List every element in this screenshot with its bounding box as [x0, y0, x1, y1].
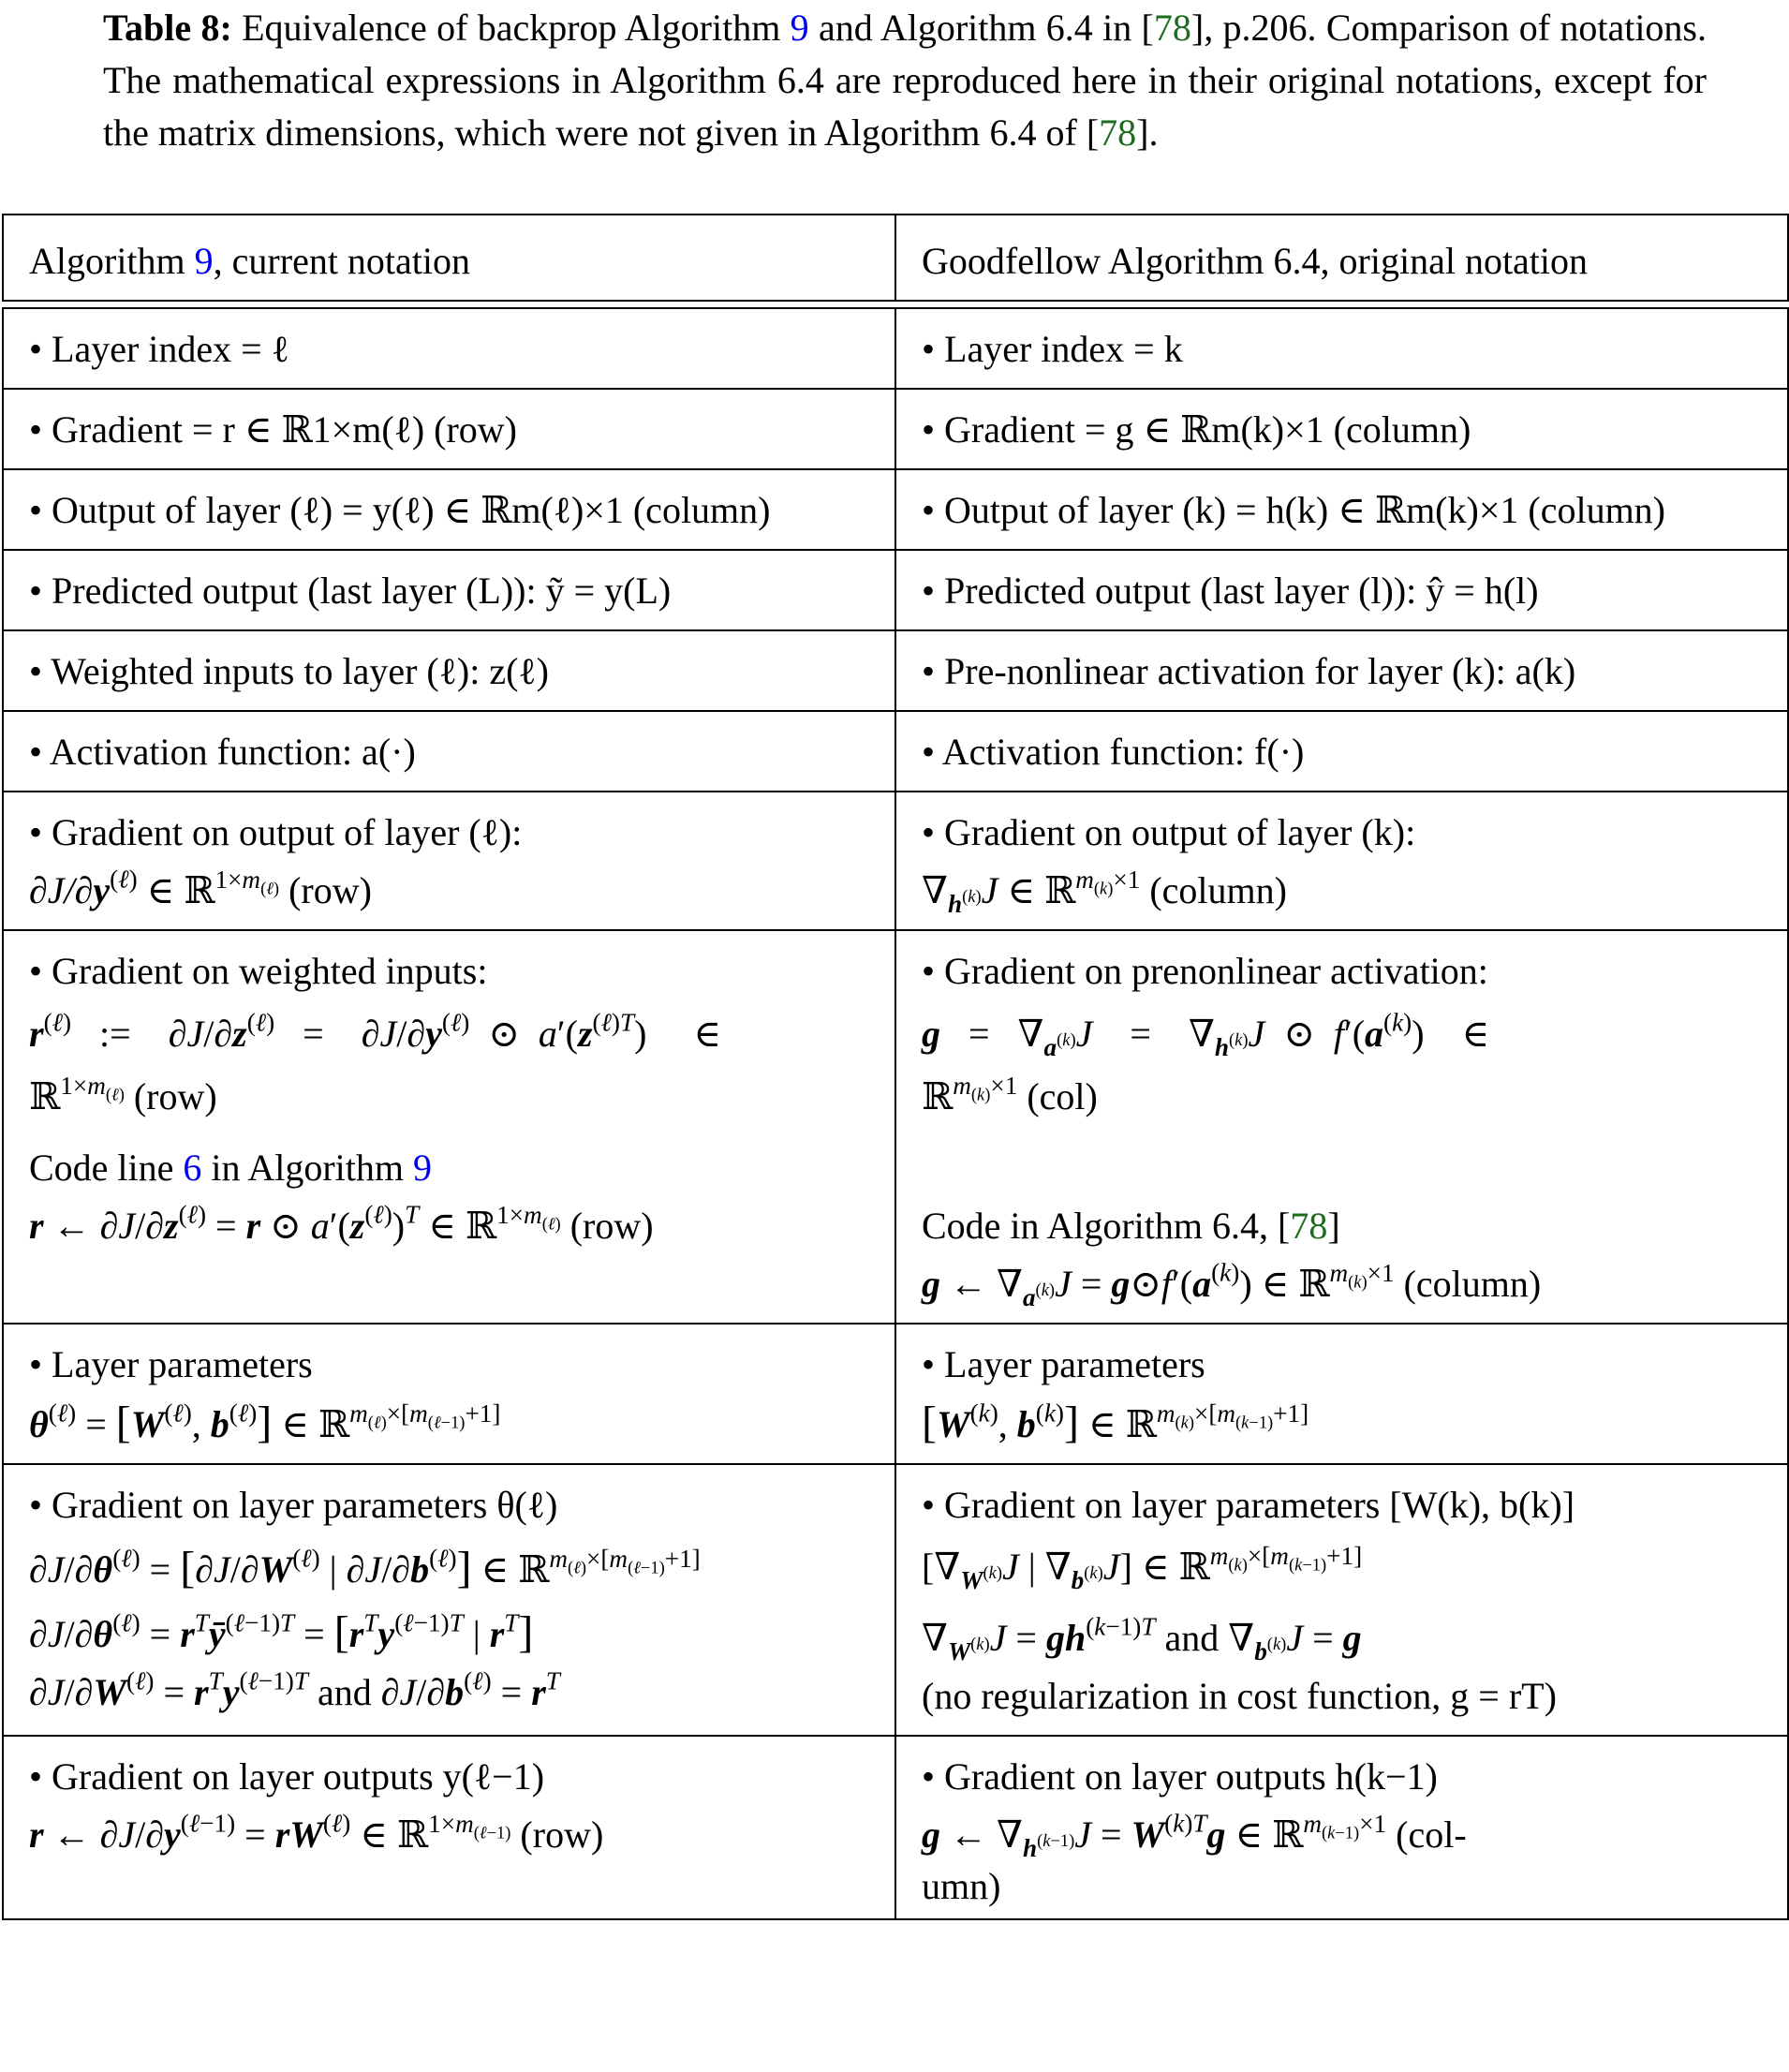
caption-cite-link-2[interactable]: 78: [1099, 111, 1137, 154]
row-gradient-left: • Gradient = r ∈ ℝ1×m(ℓ) (row): [3, 389, 895, 469]
code-line-ref-link[interactable]: 6: [183, 1147, 202, 1189]
grad-params-left-title: • Gradient on layer parameters θ(ℓ): [29, 1484, 558, 1526]
code-right-label: Code in Algorithm 6.4, [78]: [922, 1205, 1340, 1247]
row-weighted-right: • Pre-nonlinear activation for layer (k): a(k): [895, 630, 1788, 711]
caption-label: Table 8:: [103, 7, 232, 49]
grad-params-right-formula-2: $\nabla_{W^{(k)}}J = gh^{(k-1)T}$ and $\nabla_{b^{(k)}}J = g$: [922, 1612, 1362, 1665]
layer-params-right-formula: [$W^{(k)}$, $b^{(k)}$] ∈ ℝ$^{m_{(k)}\times[m_{(k-1)}+1]}$: [922, 1398, 1309, 1447]
caption-cite-link[interactable]: 78: [1153, 7, 1191, 49]
row-activation-left: • Activation function: a(·): [3, 711, 895, 792]
grad-weighted-right-formula: $g = \nabla_{a^{(k)}}J$ = $\nabla_{h^{(k)}}J$ ⊙ $f'(a^{(k)})$ ∈: [922, 1008, 1490, 1061]
caption-alg-ref-link[interactable]: 9: [790, 7, 809, 49]
row-grad-layer-out-right: [895, 1736, 1788, 1919]
header-right: Goodfellow Algorithm 6.4, original notation: [895, 215, 1788, 301]
header-left-text: Algorithm: [29, 240, 195, 282]
row-grad-layer-out-left: [3, 1736, 895, 1919]
row-layer-params-right: [895, 1324, 1788, 1464]
grad-layer-out-right-formula: g ← $\nabla_{h^{(k-1)}}J = W^{(k)T}g$ ∈ ℝ$^{m_{(k-1)}\times 1}$ (col-: [922, 1809, 1467, 1862]
grad-layer-out-right-title: • Gradient on layer outputs h(k−1): [922, 1755, 1438, 1798]
table-row: [3, 389, 1788, 469]
column-word-continuation: umn): [922, 1865, 1001, 1907]
layer-params-left-title: • Layer parameters: [29, 1343, 313, 1385]
row-gradient-right: • Gradient = g ∈ ℝm(k)×1 (column): [895, 389, 1788, 469]
grad-params-left-formula-1: $\partial J/\partial\theta^{(\ell)} = [\partial J/\partial W^{(\ell)}$ | $\partial J/\partial b^{(\ell)}$] ∈ ℝ$^{m_{(\ell)}\times[m_{(\ell-1)}+1]}$: [29, 1543, 701, 1592]
table-row: [3, 930, 1788, 1324]
code-right-formula: g ← $\nabla_{a^{(k)}}J$ = $g⊙f'(a^{(k)})$ ∈ ℝ$^{m_{(k)}\times 1}$ (column): [922, 1258, 1542, 1311]
row-layer-index-right: • Layer index = k: [895, 308, 1788, 389]
table-caption: [103, 2, 1707, 159]
row-grad-params-left: [3, 1464, 895, 1736]
row-grad-weighted-right: [895, 930, 1788, 1324]
row-grad-weighted-left: [3, 930, 895, 1324]
grad-output-right-title: • Gradient on output of layer (k):: [922, 811, 1416, 853]
table-row: [3, 1324, 1788, 1464]
table-row: [3, 1736, 1788, 1919]
grad-weighted-left-formula-cont: ℝ$^{1\times m_{(\ell)}}$ (row): [29, 1071, 217, 1117]
row-grad-output-right: [895, 792, 1788, 930]
grad-weighted-left-title: • Gradient on weighted inputs:: [29, 950, 488, 992]
caption-text-4: ].: [1136, 111, 1159, 154]
row-output-left: • Output of layer (ℓ) = y(ℓ) ∈ ℝm(ℓ)×1 (column): [3, 469, 895, 550]
grad-params-left-formula-3: $\partial J/\partial W^{(\ell)} = r^Ty^{(\ell-1)T}$ and $\partial J/\partial b^{(\ell)} = r^T$: [29, 1666, 560, 1713]
table-row: [3, 792, 1788, 930]
code-alg-ref-link[interactable]: 9: [413, 1147, 432, 1189]
table-row: [3, 550, 1788, 630]
code-line-left-label: Code line 6 in Algorithm 9: [29, 1147, 432, 1189]
row-predicted-left: • Predicted output (last layer (L)): ỹ = y(L): [3, 550, 895, 630]
grad-params-right-formula-1: [$\nabla_{W^{(k)}}J$ | $\nabla_{b^{(k)}}J$] ∈ ℝ$^{m_{(k)}\times[m_{(k-1)}+1]}$: [922, 1541, 1363, 1594]
grad-layer-out-left-formula: r ← $\partial J/\partial y^{(\ell-1)} = rW^{(\ell)}$ ∈ ℝ$^{1\times m_{(\ell-1)}}$ (row): [29, 1809, 604, 1856]
header-alg-ref-link[interactable]: 9: [194, 240, 214, 282]
caption-text-1: Equivalence of backprop Algorithm: [231, 7, 791, 49]
grad-output-left-formula: $\partial J/\partial y^{(\ell)}$ ∈ ℝ$^{1\times m_{(\ell)}}$ (row): [29, 865, 372, 911]
table-header-row: [3, 215, 1788, 301]
grad-weighted-left-formula: $r^{(\ell)}$ := $\partial J/\partial z^{(\ell)}$ = $\partial J/\partial y^{(\ell)}$ ⊙ $a'(z^{(\ell)T})$ ∈: [29, 1008, 722, 1055]
no-regularization-note: (no regularization in cost function, g = rT): [922, 1675, 1557, 1717]
grad-output-right-formula: $\nabla_{h^{(k)}}J$ ∈ ℝ$^{m_{(k)}\times 1}$ (column): [922, 865, 1287, 918]
header-left-suffix: , current notation: [213, 240, 471, 282]
table-row: [3, 308, 1788, 389]
header-left: [3, 215, 895, 301]
table-row: [3, 630, 1788, 711]
row-predicted-right: • Predicted output (last layer (l)): ŷ = h(l): [895, 550, 1788, 630]
row-layer-params-left: [3, 1324, 895, 1464]
table-row: [3, 711, 1788, 792]
grad-weighted-right-formula-cont: ℝ$^{m_{(k)}\times 1}$ (col): [922, 1071, 1098, 1117]
caption-text-2: and Algorithm 6.4 in [: [808, 7, 1154, 49]
row-activation-right: • Activation function: f(·): [895, 711, 1788, 792]
code-right-cite-link[interactable]: 78: [1290, 1205, 1328, 1247]
table-row: [3, 469, 1788, 550]
row-weighted-left: • Weighted inputs to layer (ℓ): z(ℓ): [3, 630, 895, 711]
grad-params-right-title: • Gradient on layer parameters [W(k), b(k)]: [922, 1484, 1575, 1526]
row-layer-index-left: • Layer index = ℓ: [3, 308, 895, 389]
grad-output-left-title: • Gradient on output of layer (ℓ):: [29, 811, 523, 853]
row-output-right: • Output of layer (k) = h(k) ∈ ℝm(k)×1 (column): [895, 469, 1788, 550]
layer-params-left-formula: $\theta^{(\ell)} = [W^{(\ell)}$, $b^{(\ell)}$] ∈ ℝ$^{m_{(\ell)}\times[m_{(\ell-1)}+1]}$: [29, 1398, 501, 1447]
grad-layer-out-left-title: • Gradient on layer outputs y(ℓ−1): [29, 1755, 545, 1798]
code-line-left-formula: r ← $\partial J/\partial z^{(\ell)} = r$ ⊙ $a'(z^{(\ell)})^T$ ∈ ℝ$^{1\times m_{(\ell)}}$ (row): [29, 1200, 654, 1247]
notation-comparison-table: [2, 214, 1789, 1920]
row-grad-params-right: [895, 1464, 1788, 1736]
grad-params-left-formula-2: $\partial J/\partial\theta^{(\ell)}$ = $r^Tȳ^{(\ell-1)T} = [r^Ty^{(\ell-1)T}$ | $r^T$]: [29, 1607, 534, 1657]
caption-text-3: ], p.206. Comparison of notations. The mathematical expressions in Algorithm 6.4 are reproduced here in their original notations, except for the matrix dimensions, which were not given in Algorithm 6.4 of [: [103, 7, 1707, 154]
grad-weighted-right-title: • Gradient on prenonlinear activation:: [922, 950, 1488, 992]
table-row: [3, 1464, 1788, 1736]
layer-params-right-title: • Layer parameters: [922, 1343, 1205, 1385]
row-grad-output-left: [3, 792, 895, 930]
